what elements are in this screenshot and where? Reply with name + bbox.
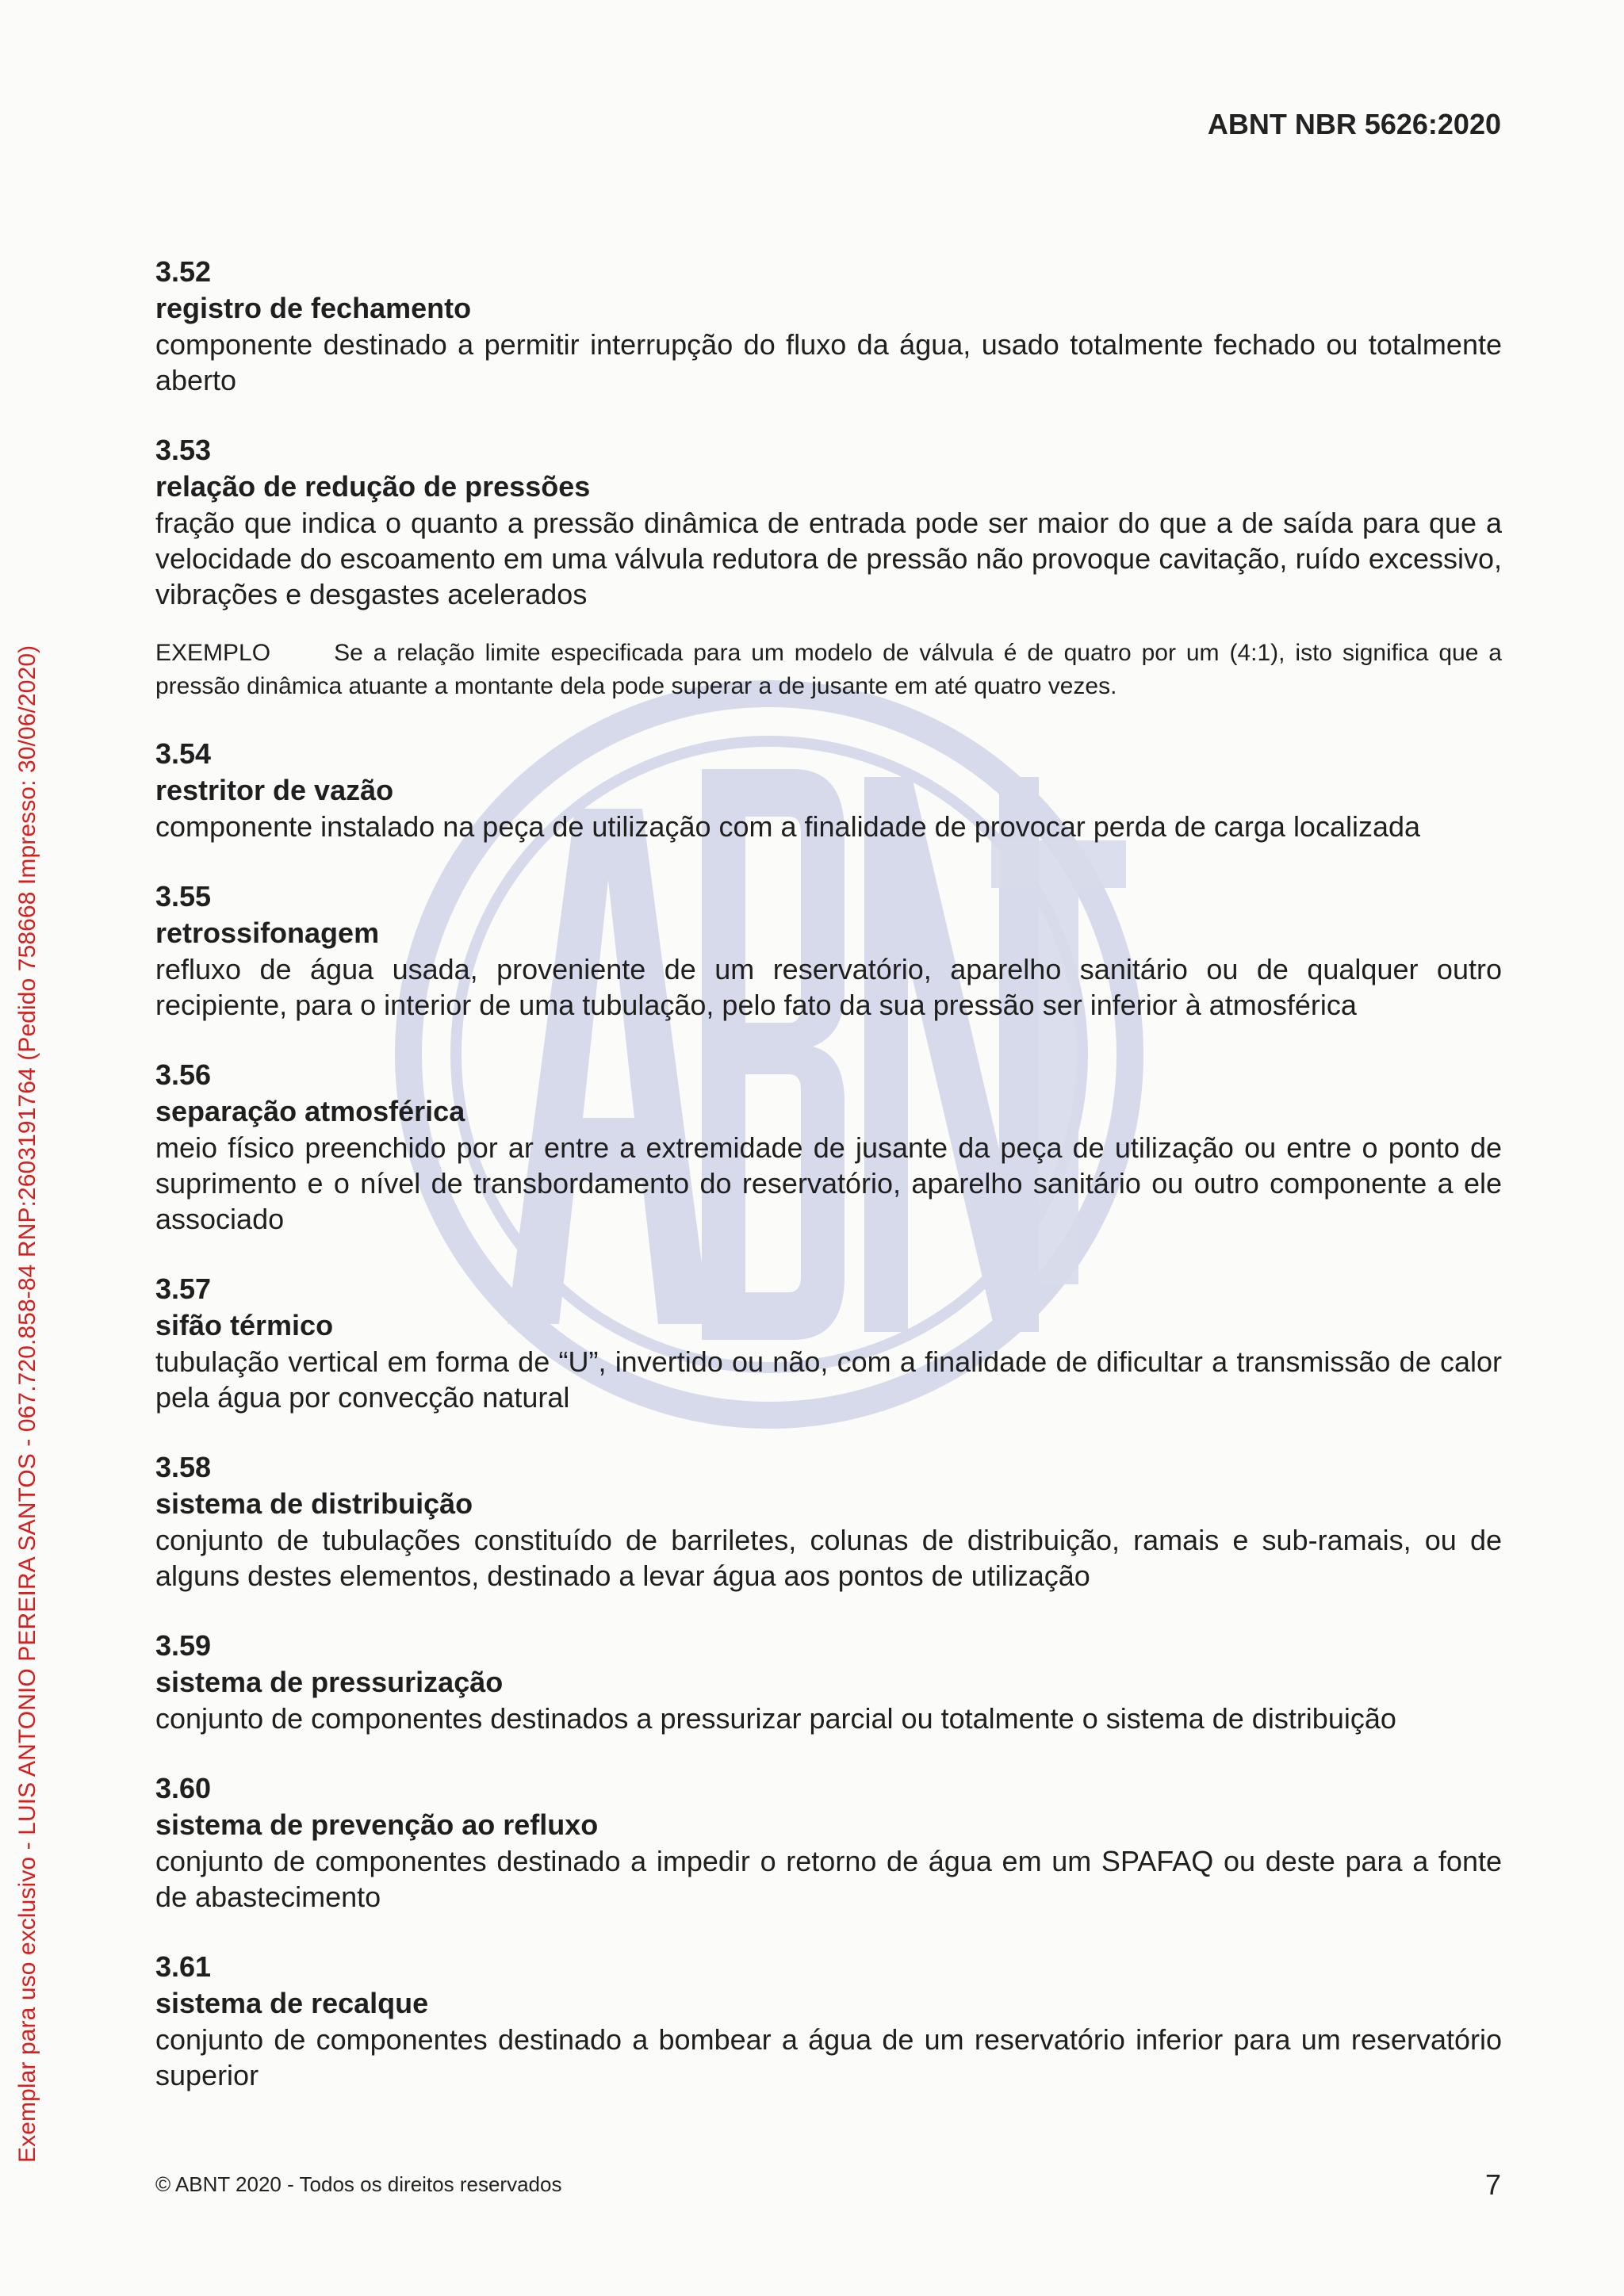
- term-number: 3.52: [155, 255, 212, 288]
- term-number: 3.59: [155, 1629, 212, 1662]
- term-entry-3-61: [155, 1949, 1502, 2093]
- example-text: Se a relação limite especificada para um modelo de válvula é de quatro por um (4:1), isto significa que a pressão dinâmica atuante a montante dela pode superar a de jusante em até quatro vezes.: [155, 640, 1502, 699]
- term-definition: tubulação vertical em forma de “U”, invertido ou não, com a finalidade de dificultar a transmissão de calor pela água por convecção natural: [155, 1345, 1502, 1414]
- footer-copyright: © ABNT 2020 - Todos os direitos reservados: [155, 2172, 562, 2196]
- term-entry-3-59: [155, 1628, 1502, 1736]
- term-title: separação atmosférica: [155, 1095, 465, 1127]
- terms-list: [155, 254, 1502, 2127]
- term-entry-3-57: [155, 1271, 1502, 1415]
- term-entry-3-60: [155, 1770, 1502, 1915]
- standard-code: ABNT NBR 5626:2020: [1207, 108, 1501, 140]
- term-title: sifão térmico: [155, 1309, 334, 1341]
- term-number: 3.57: [155, 1272, 212, 1305]
- term-definition: conjunto de componentes destinado a bombear a água de um reservatório inferior para um reservatório superior: [155, 2023, 1502, 2091]
- term-number: 3.58: [155, 1451, 212, 1483]
- exclusive-use-notice: Exemplar para uso exclusivo - LUIS ANTONIO PEREIRA SANTOS - 067.720.858-84 RNP:2603191764 (Pedido 758668 Impresso: 30/06/2020): [14, 645, 40, 2163]
- term-entry-3-55: [155, 878, 1502, 1023]
- term-title: sistema de pressurização: [155, 1666, 504, 1698]
- term-entry-3-54: [155, 736, 1502, 844]
- term-entry-3-53: [155, 432, 1502, 612]
- term-number: 3.53: [155, 434, 212, 466]
- term-definition: conjunto de componentes destinado a impedir o retorno de água em um SPAFAQ ou deste para a fonte de abastecimento: [155, 1845, 1502, 1913]
- term-title: sistema de distribuição: [155, 1487, 473, 1520]
- term-definition: componente destinado a permitir interrupção do fluxo da água, usado totalmente fechado ou totalmente aberto: [155, 328, 1502, 396]
- term-entry-3-58: [155, 1449, 1502, 1594]
- term-number: 3.61: [155, 1950, 212, 1983]
- example-label: EXEMPLO: [155, 640, 271, 666]
- term-number: 3.60: [155, 1772, 212, 1804]
- term-definition: meio físico preenchido por ar entre a extremidade de jusante da peça de utilização ou entre o ponto de suprimento e o nível de transbordamento do reservatório, aparelho sanitário ou outro componente a ele associado: [155, 1131, 1502, 1235]
- term-number: 3.56: [155, 1058, 212, 1091]
- example-note: [155, 637, 1502, 703]
- term-definition: conjunto de componentes destinados a pressurizar parcial ou totalmente o sistema de distribuição: [155, 1702, 1396, 1735]
- term-entry-3-56: [155, 1057, 1502, 1237]
- term-definition: fração que indica o quanto a pressão dinâmica de entrada pode ser maior do que a de saída para que a velocidade do escoamento em uma válvula redutora de pressão não provoque cavitação, ruído excessivo, vibrações e desgastes acelerados: [155, 507, 1502, 610]
- term-title: sistema de recalque: [155, 1987, 429, 2019]
- term-definition: conjunto de tubulações constituído de barriletes, colunas de distribuição, ramais e sub-ramais, ou de alguns destes elementos, destinado a levar água aos pontos de utilização: [155, 1524, 1502, 1592]
- term-title: restritor de vazão: [155, 774, 394, 806]
- term-definition: componente instalado na peça de utilização com a finalidade de provocar perda de carga localizada: [155, 810, 1421, 843]
- term-title: relação de redução de pressões: [155, 470, 591, 503]
- term-title: registro de fechamento: [155, 292, 472, 324]
- term-title: sistema de prevenção ao refluxo: [155, 1808, 599, 1841]
- page-number: 7: [1484, 2168, 1501, 2201]
- term-number: 3.55: [155, 880, 212, 913]
- term-title: retrossifonagem: [155, 916, 380, 949]
- term-number: 3.54: [155, 737, 212, 770]
- term-definition: refluxo de água usada, proveniente de um reservatório, aparelho sanitário ou de qualquer outro recipiente, para o interior de uma tubulação, pelo fato da sua pressão ser inferior à atmosférica: [155, 953, 1502, 1021]
- term-entry-3-52: [155, 254, 1502, 398]
